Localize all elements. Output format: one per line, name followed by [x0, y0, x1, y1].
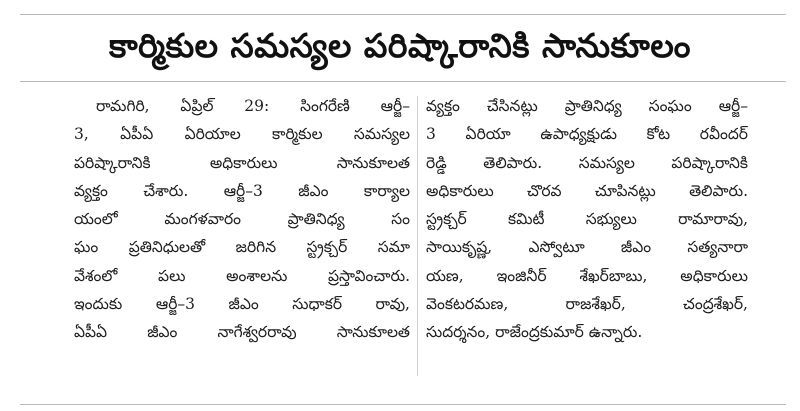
article-line: 3, ఏపీఏ ఏరియాల కార్మికుల సమస్యల	[74, 125, 410, 144]
article-line: ఘం ప్రతినిధులతో జరిగిన స్ట్రక్చర్ సమా	[74, 238, 410, 257]
article-line: వ్యక్తం చేసినట్లు ప్రాతినిధ్య సంఘం ఆర్జీ–	[426, 97, 748, 115]
article-line: సుదర్శనం, రాజేంద్రకుమార్ ఉన్నారు.	[426, 323, 643, 342]
article-line: యణ, ఇంజినీర్ శేఖర్‌బాబు, అధికారులు	[426, 266, 748, 285]
article-line: వేశంలో పలు అంశాలను ప్రస్తావించారు.	[74, 266, 410, 285]
article-line: పరిష్కారానికి అధికారులు సానుకూలత	[74, 153, 410, 172]
headline-rule	[20, 81, 786, 82]
article-line: వ్యక్తం చేశారు. ఆర్జీ–3 జీఎం కార్యాల	[74, 181, 410, 200]
article-column-left	[74, 92, 410, 347]
article-line: సాయికృష్ణ, ఎస్వోటూ జీఎం సత్యనారా	[426, 238, 748, 257]
column-divider	[417, 96, 418, 376]
article-line: రెడ్డి తెలిపారు. సమస్యల పరిష్కారానికి	[426, 153, 748, 172]
article-column-right	[426, 92, 748, 347]
article-line: ఇందుకు ఆర్జీ–3 జీఎం సుధాకర్ రావు,	[74, 295, 410, 314]
top-rule	[20, 14, 786, 15]
bottom-rule	[20, 404, 786, 405]
article-line: రామగిరి, ఏప్రిల్ 29: సింగరేణి ఆర్జీ–	[96, 97, 410, 115]
article-line: వెంకటరమణ, రాజశేఖర్, చంద్రశేఖర్,	[426, 295, 748, 314]
article-line: స్ట్రక్చర్ కమిటీ సభ్యులు రామారావు,	[426, 210, 748, 229]
article-line: 3 ఏరియా ఉపాధ్యక్షుడు కోట రవీందర్	[426, 125, 748, 144]
article-line: యంలో మంగళవారం ప్రాతినిధ్య సం	[74, 210, 410, 229]
article-line: అధికారులు చొరవ చూపినట్లు తెలిపారు.	[426, 181, 748, 200]
article-headline: కార్మికుల సమస్యల పరిష్కారానికి సానుకూలం	[109, 26, 691, 65]
article-line: ఏపీఏ జీఎం నాగేశ్వరరావు సానుకూలత	[74, 323, 410, 342]
